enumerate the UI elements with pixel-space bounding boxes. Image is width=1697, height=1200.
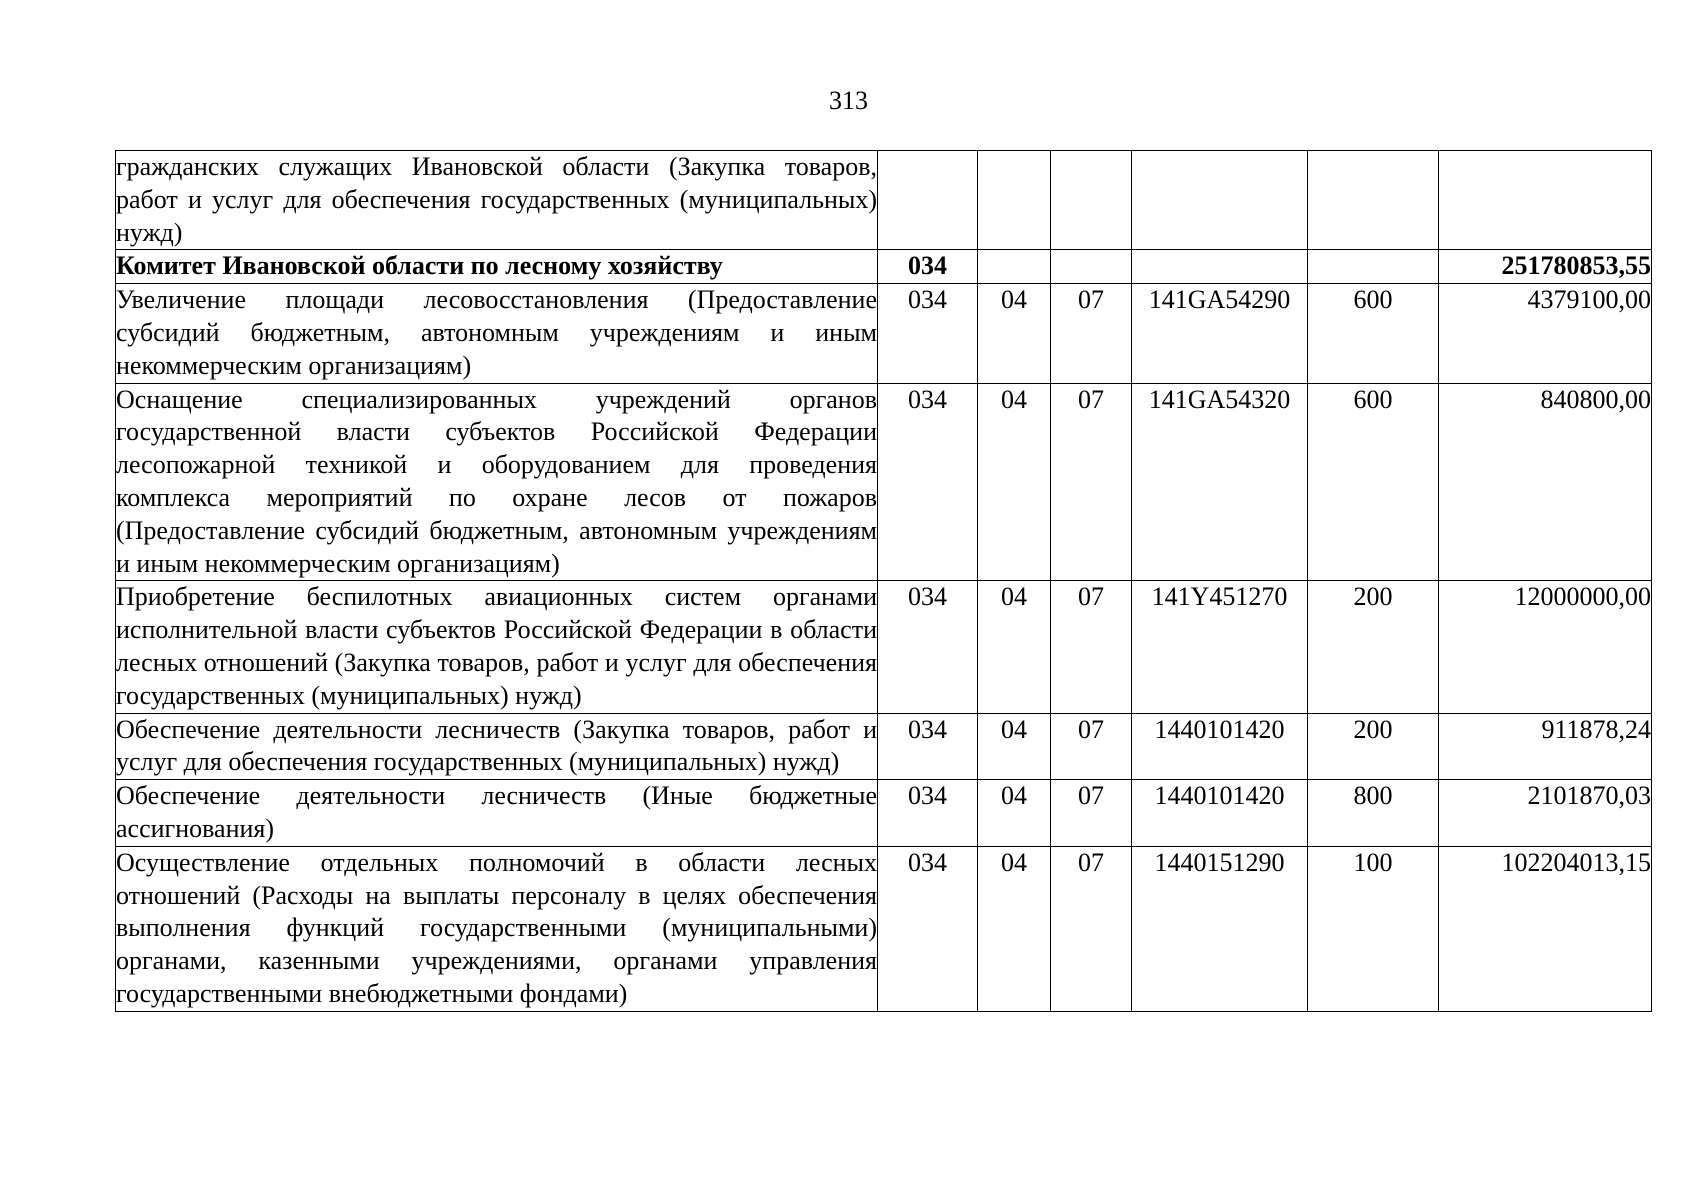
expense-type-cell: 100 — [1308, 846, 1439, 1011]
subsection-code-cell — [1051, 250, 1132, 284]
subsection-code-cell: 07 — [1051, 383, 1132, 581]
expense-type-cell: 600 — [1308, 284, 1439, 383]
ministry-code-cell: 034 — [878, 383, 978, 581]
amount-cell — [1439, 151, 1652, 250]
table-row — [116, 151, 1652, 250]
table-row — [116, 846, 1652, 1011]
row-name-cell: гражданских служащих Ивановской области (Закупка товаров, работ и услуг для обеспечения государственных (муниципальных) нужд) — [116, 151, 878, 250]
ministry-code-cell: 034 — [878, 250, 978, 284]
ministry-code-cell: 034 — [878, 581, 978, 713]
row-name-cell: Увеличение площади лесовосстановления (Предоставление субсидий бюджетным, автономным учреждениям и иным некоммерческим организациям) — [116, 284, 878, 383]
ministry-code-cell — [878, 151, 978, 250]
target-article-cell: 141Y451270 — [1132, 581, 1308, 713]
table-row — [116, 383, 1652, 581]
row-name-cell: Обеспечение деятельности лесничеств (Закупка товаров, работ и услуг для обеспечения государственных (муниципальных) нужд) — [116, 713, 878, 780]
budget-table — [115, 150, 1652, 1012]
expense-type-cell: 200 — [1308, 713, 1439, 780]
ministry-code-cell: 034 — [878, 846, 978, 1011]
table-row — [116, 581, 1652, 713]
amount-cell: 911878,24 — [1439, 713, 1652, 780]
section-code-cell: 04 — [978, 284, 1051, 383]
target-article-cell: 141GA54320 — [1132, 383, 1308, 581]
subsection-code-cell: 07 — [1051, 284, 1132, 383]
section-code-cell: 04 — [978, 581, 1051, 713]
target-article-cell: 141GA54290 — [1132, 284, 1308, 383]
expense-type-cell: 800 — [1308, 780, 1439, 847]
row-name-cell: Осуществление отдельных полномочий в области лесных отношений (Расходы на выплаты персоналу в целях обеспечения выполнения функций государственными (муниципальными) органами, казенными учреждениями, органами управления государственными внебюджетными фондами) — [116, 846, 878, 1011]
row-name-cell: Обеспечение деятельности лесничеств (Иные бюджетные ассигнования) — [116, 780, 878, 847]
ministry-code-cell: 034 — [878, 713, 978, 780]
ministry-code-cell: 034 — [878, 284, 978, 383]
table-row — [116, 284, 1652, 383]
row-name-cell: Комитет Ивановской области по лесному хозяйству — [116, 250, 878, 284]
section-code-cell: 04 — [978, 713, 1051, 780]
section-code-cell: 04 — [978, 846, 1051, 1011]
target-article-cell: 1440101420 — [1132, 780, 1308, 847]
amount-cell: 4379100,00 — [1439, 284, 1652, 383]
amount-cell: 840800,00 — [1439, 383, 1652, 581]
amount-cell: 251780853,55 — [1439, 250, 1652, 284]
expense-type-cell: 600 — [1308, 383, 1439, 581]
expense-type-cell — [1308, 151, 1439, 250]
subsection-code-cell — [1051, 151, 1132, 250]
table-body — [116, 151, 1652, 1012]
subsection-code-cell: 07 — [1051, 846, 1132, 1011]
row-name-cell: Приобретение беспилотных авиационных систем органами исполнительной власти субъектов Российской Федерации в области лесных отношений (Закупка товаров, работ и услуг для обеспечения государственных (муниципальных) нужд) — [116, 581, 878, 713]
subsection-code-cell: 07 — [1051, 581, 1132, 713]
table-row — [116, 713, 1652, 780]
section-code-cell — [978, 250, 1051, 284]
section-code-cell: 04 — [978, 780, 1051, 847]
target-article-cell — [1132, 151, 1308, 250]
section-code-cell — [978, 151, 1051, 250]
subsection-code-cell: 07 — [1051, 713, 1132, 780]
amount-cell: 102204013,15 — [1439, 846, 1652, 1011]
section-code-cell: 04 — [978, 383, 1051, 581]
target-article-cell: 1440151290 — [1132, 846, 1308, 1011]
ministry-code-cell: 034 — [878, 780, 978, 847]
expense-type-cell: 200 — [1308, 581, 1439, 713]
expense-type-cell — [1308, 250, 1439, 284]
table-row — [116, 780, 1652, 847]
row-name-cell: Оснащение специализированных учреждений органов государственной власти субъектов Российской Федерации лесопожарной техникой и оборудованием для проведения комплекса мероприятий по охране лесов от пожаров (Предоставление субсидий бюджетным, автономным учреждениям и иным некоммерческим организациям) — [116, 383, 878, 581]
target-article-cell: 1440101420 — [1132, 713, 1308, 780]
subsection-code-cell: 07 — [1051, 780, 1132, 847]
page-number: 313 — [829, 86, 868, 115]
target-article-cell — [1132, 250, 1308, 284]
amount-cell: 12000000,00 — [1439, 581, 1652, 713]
table-row — [116, 250, 1652, 284]
amount-cell: 2101870,03 — [1439, 780, 1652, 847]
